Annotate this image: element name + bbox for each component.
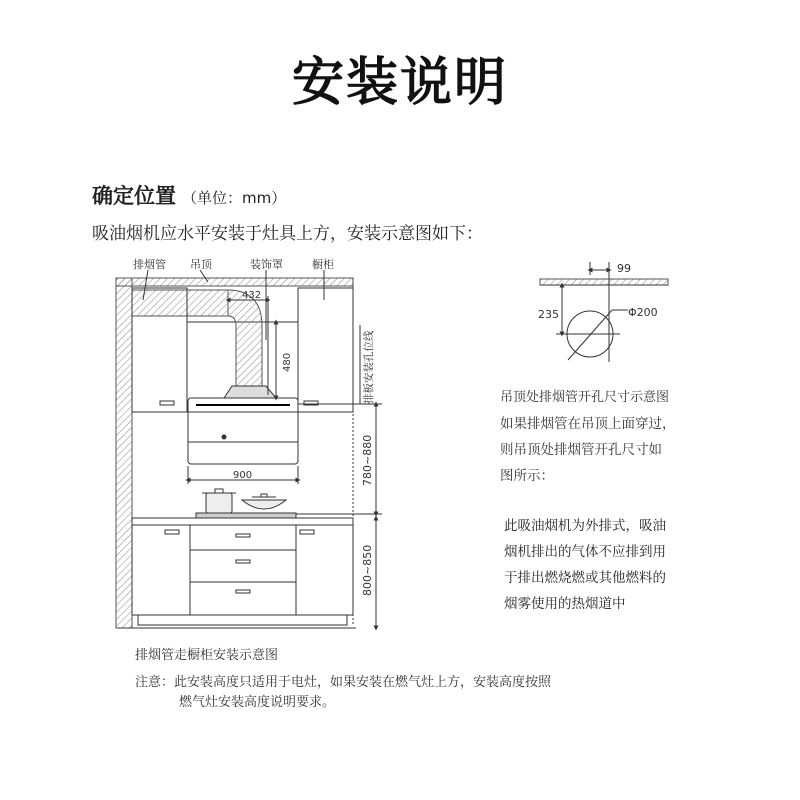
kitchen-diagram — [116, 270, 382, 628]
page-title: 安装说明 — [291, 53, 508, 113]
label-exhaust-pipe: 排烟管 — [133, 258, 166, 271]
dim-99: 99 — [617, 262, 631, 275]
hole-caption-line: 图所示： — [500, 468, 554, 484]
exhaust-note-line: 烟雾使用的热烟道中 — [504, 596, 626, 612]
upper-cabinet-right — [298, 288, 353, 412]
hole-caption — [500, 385, 676, 489]
exhaust-duct-bend — [228, 290, 262, 390]
dim-900: 900 — [233, 470, 253, 481]
dim-800-850: 800~850 — [361, 544, 374, 596]
hole-caption-line: 如果排烟管在吊顶上面穿过， — [500, 416, 676, 432]
hole-caption-line: 则吊顶处排烟管开孔尺寸如 — [500, 442, 662, 458]
ceiling-slab — [116, 278, 353, 286]
ceiling-hatch-band — [540, 279, 668, 285]
hole-caption-line: 吊顶处排烟管开孔尺寸示意图 — [500, 390, 670, 405]
footnote-line-2: 燃气灶安装高度说明要求。 — [179, 695, 336, 710]
footnote — [135, 673, 551, 713]
intro-text: 吸油烟机应水平安装于灶具上方，安装示意图如下： — [92, 224, 483, 244]
hole-line-label: 排板安装孔位线 — [363, 330, 375, 404]
dim-480: 480 — [282, 352, 293, 372]
wall — [116, 278, 132, 628]
dim-780-880: 780~880 — [361, 434, 374, 486]
exhaust-note — [504, 513, 704, 617]
countertop — [132, 518, 353, 525]
label-ceiling: 吊顶 — [190, 258, 212, 271]
footnote-line-1: 注意：此安装高度只适用于电灶，如果安装在燃气灶上方，安装高度按照 — [135, 675, 552, 690]
label-cabinet: 橱柜 — [312, 258, 334, 271]
lower-cabinet — [132, 525, 353, 615]
cooktop — [196, 513, 296, 518]
dim-235: 235 — [538, 308, 559, 321]
exhaust-note-line: 于排出燃烧燃或其他燃料的 — [504, 570, 666, 586]
dim-200: Φ200 — [628, 306, 658, 319]
main-caption: 排烟管走橱柜安装示意图 — [135, 648, 279, 663]
exhaust-note-line: 烟机排出的气体不应排到用 — [504, 544, 666, 560]
range-hood — [188, 398, 298, 464]
exhaust-note-line: 此吸油烟机为外排式，吸油 — [504, 518, 666, 534]
exhaust-duct-horizontal — [132, 290, 228, 316]
section-title-text: 确定位置 — [92, 184, 176, 208]
label-cover: 装饰罩 — [250, 258, 283, 271]
pot — [206, 493, 232, 513]
dim-432: 432 — [242, 290, 262, 301]
wok — [242, 500, 286, 509]
section-unit: （单位：mm） — [182, 189, 287, 207]
